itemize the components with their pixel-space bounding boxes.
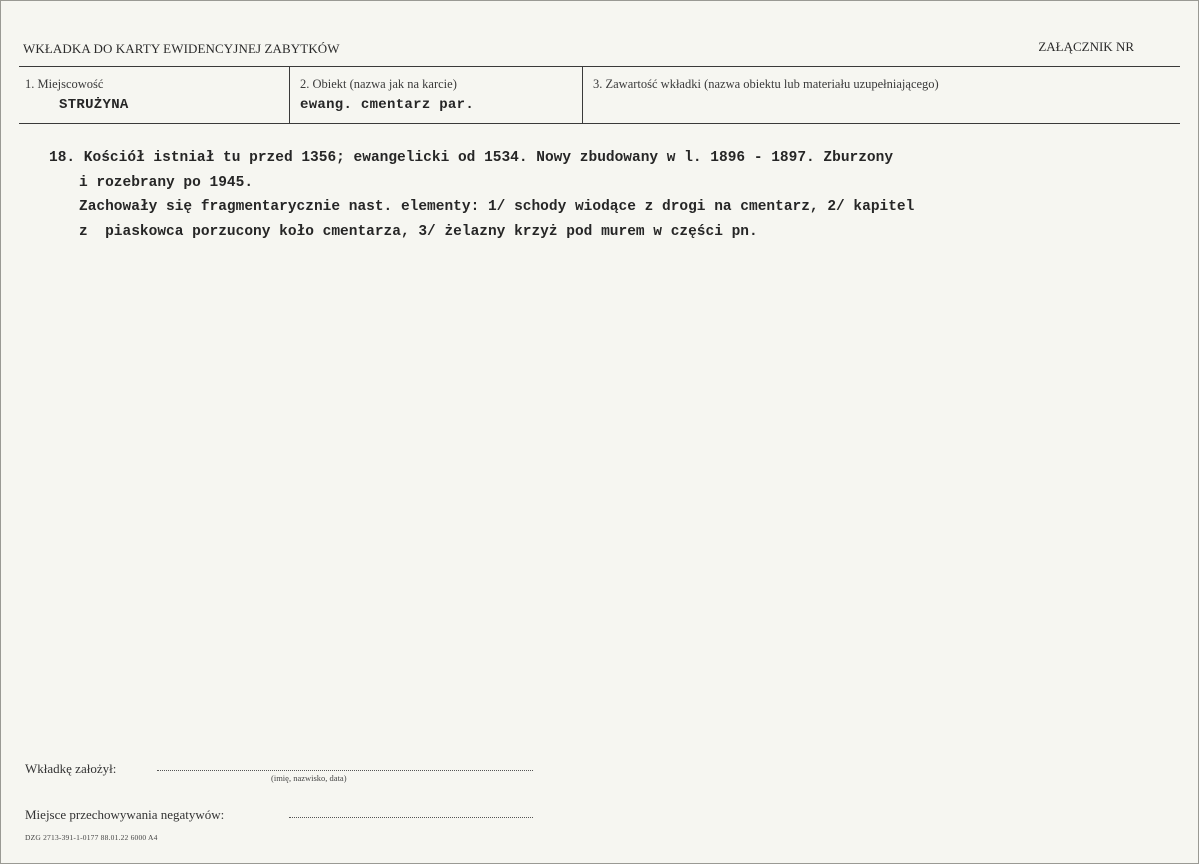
print-code: DZG 2713-391-1-0177 88.01.22 6000 A4 — [25, 833, 158, 842]
object-label: 2. Obiekt (nazwa jak na karcie) — [300, 77, 457, 91]
column-divider-2 — [582, 67, 583, 123]
created-by-label: Wkładkę założył: — [25, 761, 117, 776]
header-top-rule — [19, 66, 1180, 67]
column-divider-1 — [289, 67, 290, 123]
locality-label: 1. Miejscowość — [25, 77, 104, 91]
card-title: WKŁADKA DO KARTY EWIDENCYJNEJ ZABYTKÓW — [23, 41, 340, 56]
negatives-location-label: Miejsce przechowywania negatywów: — [25, 807, 225, 822]
description-line-3: Zachowały się fragmentarycznie nast. elementy: 1/ schody wiodące z drogi na cmentarz, 2/ kapitel — [79, 199, 915, 215]
header-bottom-rule — [19, 123, 1180, 124]
locality-value: STRUŻYNA — [59, 97, 129, 113]
typed-description — [49, 146, 1169, 244]
object-value: ewang. cmentarz par. — [300, 97, 475, 113]
negatives-location-line — [289, 817, 533, 818]
description-line-1: 18. Kościół istniał tu przed 1356; ewangelicki od 1534. Nowy zbudowany w l. 1896 - 1897. Zburzony — [49, 150, 894, 166]
contents-label: 3. Zawartość wkładki (nazwa obiektu lub materiału uzupełniającego) — [593, 77, 939, 91]
created-by-sublabel: (imię, nazwisko, data) — [271, 773, 347, 783]
annex-number-label: ZAŁĄCZNIK NR — [1038, 39, 1134, 54]
description-line-2: i rozebrany po 1945. — [79, 174, 254, 191]
created-by-line — [157, 770, 533, 771]
description-line-4: z piaskowca porzucony koło cmentarza, 3/ żelazny krzyż pod murem w części pn. — [79, 223, 758, 240]
